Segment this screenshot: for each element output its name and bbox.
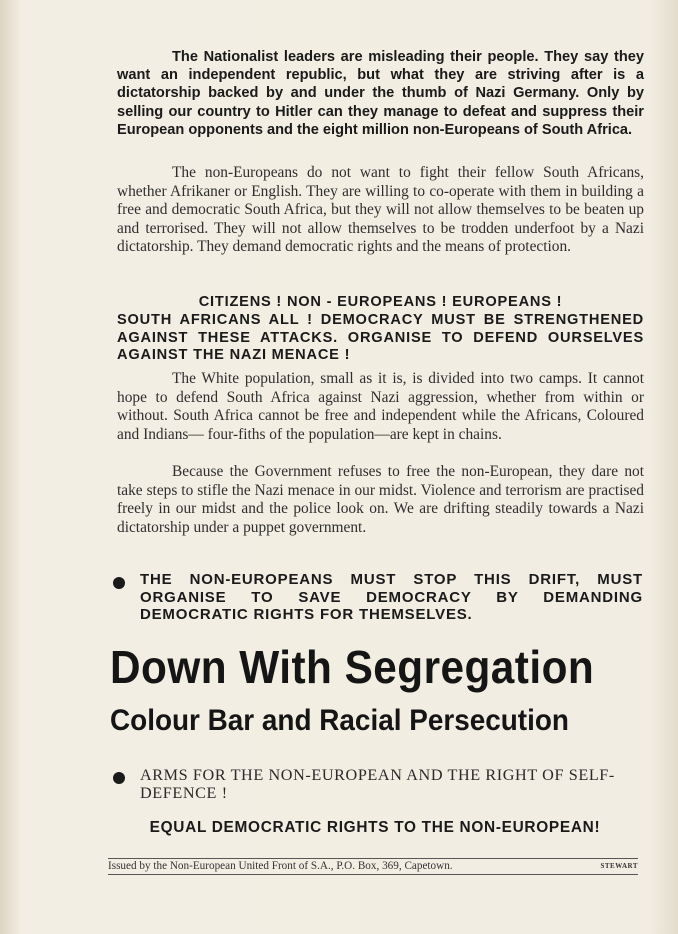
- paragraph-non-europeans-cooperate: The non-Europeans do not want to fight their fellow South Africans, whether Afrikaner or English. They are willing to co-operate with them in building a free and democratic South Africa, but they will not allow themselves to be beaten up and terrorised. They will not allow themselves to be trodden underfoot by a Nazi dictatorship. They demand democratic rights and the means of protection.: [117, 164, 644, 256]
- bullet-dot-icon: [113, 772, 125, 784]
- headline: Down With Segregation: [110, 641, 595, 693]
- paragraph-white-population: The White population, small as it is, is divided into two camps. It cannot hope to defend South Africa against Nazi aggression, whether from within or without. South Africa cannot be free and independent while the Africans, Coloured and Indians— four-fiths of the population—are kept in chains.: [117, 370, 644, 443]
- bullet-arms-text: ARMS FOR THE NON-EUROPEAN AND THE RIGHT OF SELF-DEFENCE !: [140, 766, 615, 802]
- paragraph-nationalist-leaders: The Nationalist leaders are misleading their people. They say they want an independent republic, but what they are striving after is a dictatorship backed by and under the thumb of Nazi Germany. Only by selling our country to Hitler can they manage to defeat and suppress their European opponents and the eight million non-Europeans of South Africa.: [117, 49, 644, 138]
- footer-issued-by: Issued by the Non-European United Front of S.A., P.O. Box, 369, Capetown.: [108, 860, 453, 872]
- closing-slogan: EQUAL DEMOCRATIC RIGHTS TO THE NON-EUROPEAN!: [149, 819, 601, 836]
- bullet-dot-icon: [113, 577, 125, 589]
- bullet-arms: [113, 766, 643, 802]
- call-to-citizens: CITIZENS ! NON - EUROPEANS ! EUROPEANS !: [198, 294, 563, 310]
- bullet-stop-drift: [113, 571, 643, 624]
- subheadline: Colour Bar and Racial Persecution: [110, 704, 569, 737]
- printer-mark: STEWART: [600, 862, 638, 870]
- call-to-south-africans: SOUTH AFRICANS ALL ! DEMOCRACY MUST BE STRENGTHENED AGAINST THESE ATTACKS. ORGANISE TO DEFEND OURSELVES AGAINST THE NAZI MENACE !: [117, 312, 644, 364]
- footer-imprint: [108, 858, 638, 875]
- bullet-stop-drift-text: THE NON-EUROPEANS MUST STOP THIS DRIFT, MUST ORGANISE TO SAVE DEMOCRACY BY DEMANDING DEMOCRATIC RIGHTS FOR THEMSELVES.: [140, 571, 643, 624]
- paragraph-government-refuses: Because the Government refuses to free the non-European, they dare not take steps to stifle the Nazi menace in our midst. Violence and terrorism are practised freely in our midst and the police look on. We are drifting steadily towards a Nazi dictatorship under a puppet government.: [117, 463, 644, 536]
